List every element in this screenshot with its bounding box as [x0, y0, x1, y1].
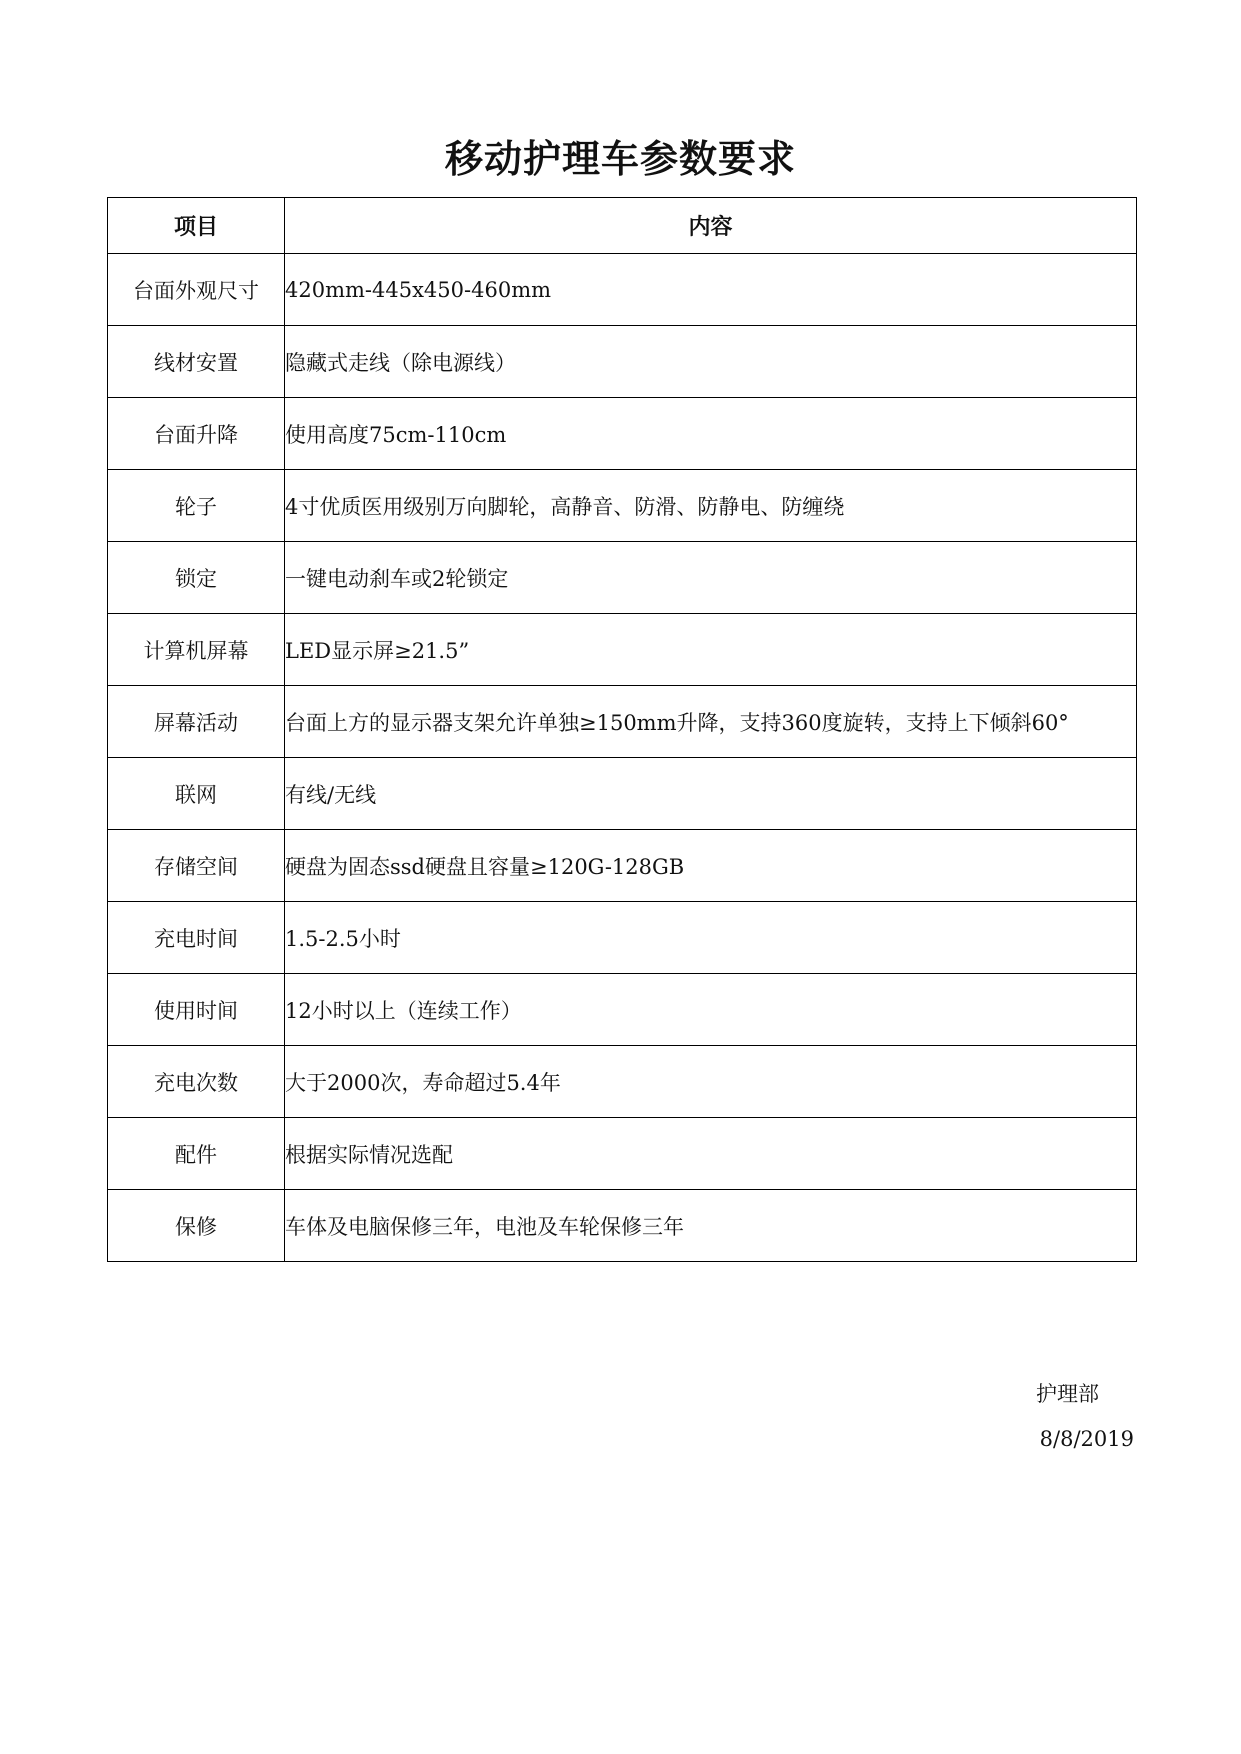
department-signature: 护理部: [1036, 1382, 1099, 1406]
table-header-row: [108, 198, 1137, 254]
header-content: 内容: [285, 198, 1137, 254]
row-content: 台面上方的显示器支架允许单独≥150mm升降，支持360度旋转，支持上下倾斜60°: [285, 686, 1137, 758]
table-row: [108, 902, 1137, 974]
row-item: 保修: [108, 1190, 285, 1262]
row-content: 12小时以上（连续工作）: [285, 974, 1137, 1046]
table-row: [108, 470, 1137, 542]
row-content: 一键电动刹车或2轮锁定: [285, 542, 1137, 614]
row-content: 使用高度75cm-110cm: [285, 398, 1137, 470]
row-item: 充电次数: [108, 1046, 285, 1118]
row-item: 轮子: [108, 470, 285, 542]
row-item: 台面外观尺寸: [108, 254, 285, 326]
row-item: 使用时间: [108, 974, 285, 1046]
table-row: [108, 614, 1137, 686]
row-content: 有线/无线: [285, 758, 1137, 830]
row-item: 充电时间: [108, 902, 285, 974]
table-row: [108, 542, 1137, 614]
row-content: 隐藏式走线（除电源线）: [285, 326, 1137, 398]
row-content: LED显示屏≥21.5”: [285, 614, 1137, 686]
row-content: 车体及电脑保修三年，电池及车轮保修三年: [285, 1190, 1137, 1262]
row-item: 配件: [108, 1118, 285, 1190]
spec-table: [107, 197, 1137, 1262]
row-content: 1.5-2.5小时: [285, 902, 1137, 974]
table-row: [108, 758, 1137, 830]
table-row: [108, 830, 1137, 902]
table-row: [108, 398, 1137, 470]
table-row: [108, 974, 1137, 1046]
row-content: 根据实际情况选配: [285, 1118, 1137, 1190]
row-content: 4寸优质医用级别万向脚轮，高静音、防滑、防静电、防缠绕: [285, 470, 1137, 542]
row-item: 线材安置: [108, 326, 285, 398]
row-content: 大于2000次，寿命超过5.4年: [285, 1046, 1137, 1118]
header-item: 项目: [108, 198, 285, 254]
document-date: 8/8/2019: [1039, 1427, 1134, 1451]
table-row: [108, 1190, 1137, 1262]
row-content: 420mm-445x450-460mm: [285, 254, 1137, 326]
row-item: 存储空间: [108, 830, 285, 902]
row-content: 硬盘为固态ssd硬盘且容量≥120G-128GB: [285, 830, 1137, 902]
row-item: 计算机屏幕: [108, 614, 285, 686]
page-title: 移动护理车参数要求: [444, 137, 796, 181]
table-row: [108, 1118, 1137, 1190]
row-item: 台面升降: [108, 398, 285, 470]
table-row: [108, 686, 1137, 758]
table-row: [108, 1046, 1137, 1118]
table-row: [108, 326, 1137, 398]
row-item: 锁定: [108, 542, 285, 614]
row-item: 屏幕活动: [108, 686, 285, 758]
row-item: 联网: [108, 758, 285, 830]
table-row: [108, 254, 1137, 326]
